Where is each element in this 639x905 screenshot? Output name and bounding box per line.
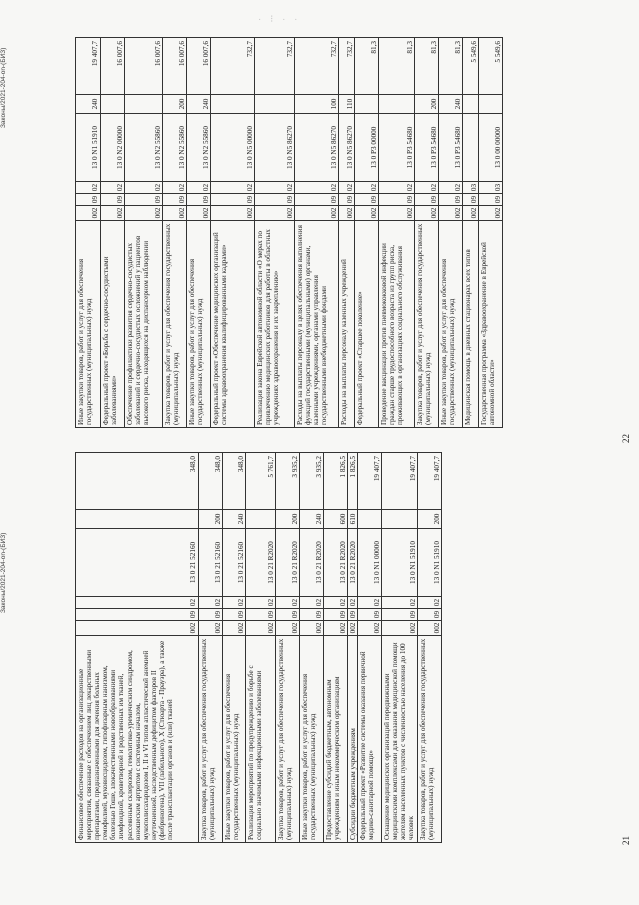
amount: 348,0: [223, 453, 246, 510]
table-row: [338, 38, 355, 427]
code-pr: 02: [300, 597, 324, 609]
item-name: Иные закупки товаров, работ и услуг для обеспечения государственных (муниципальных) нужд: [224, 673, 241, 840]
code-pr: 03: [479, 182, 503, 194]
code-rz: 09: [479, 194, 503, 206]
code-pr: 02: [223, 597, 246, 609]
code-csr: 13 0 N1 00000: [358, 529, 382, 597]
table-row: [354, 38, 379, 427]
code-csr: 13 0 21 R2020: [348, 529, 358, 597]
item-name: Реализация мероприятий по предупреждению и борьбе с социально значимыми инфекционными заболеваниями: [247, 665, 264, 840]
code-vr: [379, 95, 415, 114]
code-vr: 240: [187, 95, 211, 114]
table-row: [162, 38, 187, 427]
table-row: [186, 38, 211, 427]
item-name: Федеральный проект «Борьба с сердечно-сосудистыми заболеваниями»: [102, 256, 119, 425]
code-vr: [463, 95, 479, 114]
code-pr: 02: [348, 597, 358, 609]
code-vr: [76, 510, 198, 529]
code-vr: [479, 95, 503, 114]
table-row: [76, 38, 100, 427]
code-ved: 002: [358, 621, 382, 636]
code-csr: 13 0 N2 55860: [163, 114, 187, 182]
code-csr: 13 0 21 52160: [199, 529, 223, 597]
code-vr: [125, 95, 163, 114]
item-name: Оснащение медицинских организаций передвижными медицинскими комплексами для оказания медицинской помощи жителям населенных пунктов с численностью населения до 100 человек: [383, 642, 416, 840]
code-ved: 002: [415, 206, 439, 221]
amount: 732,7: [339, 38, 355, 95]
item-name: Реализация закона Еврейской автономной области «О мерах по привлечению медицинских работников для работы в областных учреждениях здравоохранения и их закреплению»: [256, 229, 281, 425]
code-pr: 02: [324, 597, 348, 609]
amount: 16 007,6: [101, 38, 125, 95]
table-row: [299, 453, 324, 842]
table-row: [438, 38, 463, 427]
code-ved: 002: [101, 206, 125, 221]
code-ved: 002: [223, 621, 246, 636]
page-footer: Законы/2021-204-on-(БИЗ): [0, 47, 7, 128]
code-csr: 13 0 21 52160: [76, 529, 198, 597]
table-row: [417, 453, 442, 842]
code-rz: 09: [76, 194, 100, 206]
code-pr: 02: [355, 182, 379, 194]
table-row: [76, 453, 198, 842]
code-vr: [255, 95, 295, 114]
amount: 5 761,7: [246, 453, 276, 510]
scan-artifact: · ⁝ · ·: [258, 14, 301, 25]
code-ved: 002: [348, 621, 358, 636]
code-rz: 09: [463, 194, 479, 206]
code-rz: 09: [358, 609, 382, 621]
code-rz: 09: [223, 609, 246, 621]
amount: 81,3: [415, 38, 439, 95]
amount: 16 007,6: [125, 38, 163, 95]
code-rz: 09: [324, 609, 348, 621]
item-name: Расходы на выплаты персоналу казенных учреждений: [340, 259, 348, 425]
code-vr: 100: [295, 95, 339, 114]
table-row: [275, 453, 300, 842]
amount: 3 935,2: [300, 453, 324, 510]
table-row: [381, 453, 418, 842]
table-row: [245, 453, 276, 842]
item-name: Медицинская помощь в дневных стационарах всех типов: [464, 249, 472, 425]
code-ved: 002: [125, 206, 163, 221]
code-csr: 13 0 N5 86270: [339, 114, 355, 182]
code-ved: 002: [324, 621, 348, 636]
amount: 1 826,5: [324, 453, 348, 510]
table-row: [478, 38, 503, 427]
item-name: Закупка товаров, работ и услуг для обеспечения государственных (муниципальных) нужд: [419, 638, 436, 840]
code-pr: 02: [439, 182, 463, 194]
code-csr: 13 0 21 R2020: [276, 529, 300, 597]
code-csr: 13 0 N5 86270: [295, 114, 339, 182]
code-ved: 002: [211, 206, 255, 221]
code-ved: 002: [382, 621, 418, 636]
item-name: Федеральный проект «Старшее поколение»: [356, 291, 364, 425]
code-csr: 13 0 21 R2020: [300, 529, 324, 597]
item-name: Проведение вакцинации против пневмококковой инфекции граждан старше трудоспособного возраста из групп риска, проживающих в организациях социального обслуживания: [380, 243, 405, 425]
page-number: 21: [621, 836, 631, 845]
code-rz: 09: [382, 609, 418, 621]
code-ved: 002: [339, 206, 355, 221]
code-vr: [246, 510, 276, 529]
code-pr: 02: [211, 182, 255, 194]
code-csr: 13 0 P3 54680: [379, 114, 415, 182]
amount: 81,3: [379, 38, 415, 95]
code-rz: 09: [255, 194, 295, 206]
amount: 348,0: [76, 453, 198, 510]
code-ved: 002: [276, 621, 300, 636]
item-name: Иные закупки товаров, работ и услуг для обеспечения государственных (муниципальных) нужд: [301, 673, 318, 840]
item-name: Обеспечение профилактики развития сердечно-сосудистых заболеваний и сердечно-сосудистых осложнений у пациентов высокого риска, находящихся на диспансерном наблюдении: [126, 235, 151, 425]
code-vr: 200: [163, 95, 187, 114]
code-ved: 002: [479, 206, 503, 221]
item-name: Закупка товаров, работ и услуг для обеспечения государственных (муниципальных) нужд: [416, 223, 433, 425]
page-footer: Законы/2021-204-on-(БИЗ): [0, 532, 7, 613]
code-csr: 13 0 N1 51910: [76, 114, 100, 182]
code-vr: [355, 95, 379, 114]
code-csr: 13 0 21 R2020: [324, 529, 348, 597]
code-csr: 13 0 N5 00000: [211, 114, 255, 182]
code-csr: 13 0 N1 51910: [382, 529, 418, 597]
budget-table: [75, 452, 442, 843]
code-vr: 240: [439, 95, 463, 114]
code-csr: 13 0 P3 54680: [415, 114, 439, 182]
item-name: Государственная программа «Здравоохранение в Еврейской автономной области»: [480, 242, 497, 425]
code-vr: 240: [76, 95, 100, 114]
code-rz: 09: [76, 609, 198, 621]
amount: 19 407,7: [358, 453, 382, 510]
table-row: [124, 38, 163, 427]
code-pr: 02: [101, 182, 125, 194]
code-rz: 09: [355, 194, 379, 206]
item-name: Федеральный проект «Обеспечение медицинских организаций системы здравоохранения квалифицированными кадрами»: [212, 232, 229, 425]
code-pr: 02: [415, 182, 439, 194]
code-pr: 02: [163, 182, 187, 194]
code-rz: 09: [295, 194, 339, 206]
code-rz: 09: [101, 194, 125, 206]
code-csr: 13 0 N2 00000: [101, 114, 125, 182]
amount: 19 407,7: [76, 38, 100, 95]
code-vr: 240: [300, 510, 324, 529]
page-number: 22: [621, 434, 631, 443]
code-ved: 002: [379, 206, 415, 221]
code-vr: [358, 510, 382, 529]
amount: 732,7: [211, 38, 255, 95]
code-pr: 02: [276, 597, 300, 609]
item-name: Федеральный проект «Развитие системы оказания первичной медико-санитарной помощи»: [359, 651, 376, 840]
code-ved: 002: [246, 621, 276, 636]
amount: 732,7: [295, 38, 339, 95]
code-rz: 09: [339, 194, 355, 206]
code-ved: 002: [187, 206, 211, 221]
code-pr: 02: [125, 182, 163, 194]
code-rz: 09: [187, 194, 211, 206]
code-csr: 13 0 P3 54680: [439, 114, 463, 182]
table-row: [462, 38, 479, 427]
code-csr: 13 0 N2 55860: [187, 114, 211, 182]
code-csr: 13 0 00 00000: [479, 114, 503, 182]
code-ved: 002: [355, 206, 379, 221]
table-row: [100, 38, 125, 427]
code-vr: 200: [415, 95, 439, 114]
table-row: [222, 453, 246, 842]
amount: 732,7: [255, 38, 295, 95]
code-pr: 02: [76, 182, 100, 194]
code-vr: 200: [276, 510, 300, 529]
amount: 5 549,6: [479, 38, 503, 95]
code-rz: 09: [163, 194, 187, 206]
code-pr: 02: [418, 597, 442, 609]
item-name: Иные закупки товаров, работ и услуг для обеспечения государственных (муниципальных) нужд: [440, 258, 457, 425]
amount: 81,3: [355, 38, 379, 95]
amount: 19 407,7: [418, 453, 442, 510]
item-name: Иные закупки товаров, работ и услуг для обеспечения государственных (муниципальных) нужд: [188, 258, 205, 425]
item-name: Закупка товаров, работ и услуг для обеспечения государственных (муниципальных) нужд: [164, 223, 181, 425]
code-ved: 002: [463, 206, 479, 221]
code-ved: 002: [76, 206, 100, 221]
item-name: Иные закупки товаров, работ и услуг для обеспечения государственных (муниципальных) нужд: [77, 258, 94, 425]
table-row: [378, 38, 415, 427]
code-pr: 02: [358, 597, 382, 609]
table-row: [198, 453, 223, 842]
code-vr: 200: [418, 510, 442, 529]
amount: 3 935,2: [276, 453, 300, 510]
code-vr: [101, 95, 125, 114]
code-ved: 002: [255, 206, 295, 221]
code-pr: 02: [339, 182, 355, 194]
code-csr: 13 0 P3 00000: [355, 114, 379, 182]
table-row: [254, 38, 295, 427]
code-csr: 13 0 21 R2020: [246, 529, 276, 597]
code-pr: 02: [295, 182, 339, 194]
code-pr: 02: [199, 597, 223, 609]
code-rz: 09: [125, 194, 163, 206]
code-rz: 09: [348, 609, 358, 621]
code-vr: 110: [339, 95, 355, 114]
amount: 16 007,6: [163, 38, 187, 95]
amount: 81,3: [439, 38, 463, 95]
code-rz: 09: [199, 609, 223, 621]
item-name: Закупка товаров, работ и услуг для обеспечения государственных (муниципальных) нужд: [277, 638, 294, 840]
code-vr: [382, 510, 418, 529]
code-vr: 600: [324, 510, 348, 529]
code-vr: 200: [199, 510, 223, 529]
code-vr: 240: [223, 510, 246, 529]
table-row: [414, 38, 439, 427]
item-name: Предоставление субсидий бюджетным, автономным учреждениям и иным некоммерческим организациям: [325, 676, 342, 840]
table-row: [323, 453, 348, 842]
code-ved: 002: [76, 621, 198, 636]
item-name: Расходы на выплаты персоналу в целях обеспечения выполнения функций государственными (муниципальными) органами, казенными учреждениями, органами управления государственными внебюджетными фондами: [296, 225, 329, 425]
code-ved: 002: [163, 206, 187, 221]
code-rz: 09: [439, 194, 463, 206]
table-row: [210, 38, 255, 427]
code-csr: 13 0 21 52160: [223, 529, 246, 597]
code-pr: 03: [463, 182, 479, 194]
code-vr: [211, 95, 255, 114]
table-row: [294, 38, 339, 427]
code-rz: 09: [211, 194, 255, 206]
code-csr: [463, 114, 479, 182]
amount: 348,0: [199, 453, 223, 510]
code-ved: 002: [418, 621, 442, 636]
code-pr: 02: [187, 182, 211, 194]
code-vr: 610: [348, 510, 358, 529]
budget-table: [75, 37, 503, 428]
code-rz: 09: [276, 609, 300, 621]
code-ved: 002: [295, 206, 339, 221]
amount: 19 407,7: [382, 453, 418, 510]
table-row: [357, 453, 382, 842]
code-rz: 09: [300, 609, 324, 621]
code-rz: 09: [415, 194, 439, 206]
item-name: Финансовое обеспечение расходов на организационные мероприятия, связанные с обеспечением лиц лекарственными препаратами, предназначенными для лечения больных гемофилией, муковисцидозом, гипофизарным нанизмом, болезнью Гоше, злокачественными новообразованиями лимфоидной, кроветворной и родственных им тканей, рассеянным склерозом, гемолитико-уремическим синдромом, юношеским артритом с системным началом, мукополисахаридозом I, II и VI типов апластической анемией неуточненной, наследственным дефицитом факторов II (фибриногена), VII (лабильного), X (Стюарта - Прауэра), а также после трансплантации органов и (или) тканей: [77, 640, 175, 840]
code-pr: 02: [255, 182, 295, 194]
code-csr: 13 0 N2 55860: [125, 114, 163, 182]
code-ved: 002: [300, 621, 324, 636]
code-rz: 09: [418, 609, 442, 621]
code-pr: 02: [379, 182, 415, 194]
code-pr: 02: [246, 597, 276, 609]
code-rz: 09: [379, 194, 415, 206]
amount: 16 007,6: [187, 38, 211, 95]
code-pr: 02: [76, 597, 198, 609]
code-csr: 13 0 N5 86270: [255, 114, 295, 182]
item-name: Закупка товаров, работ и услуг для обеспечения государственных (муниципальных) нужд: [200, 638, 217, 840]
amount: 1 826,5: [348, 453, 358, 510]
amount: 5 549,6: [463, 38, 479, 95]
code-pr: 02: [382, 597, 418, 609]
code-ved: 002: [439, 206, 463, 221]
item-name: Субсидии бюджетным учреждениям: [349, 728, 357, 840]
code-ved: 002: [199, 621, 223, 636]
code-csr: 13 0 N1 51910: [418, 529, 442, 597]
code-rz: 09: [246, 609, 276, 621]
left-page: [0, 453, 639, 905]
